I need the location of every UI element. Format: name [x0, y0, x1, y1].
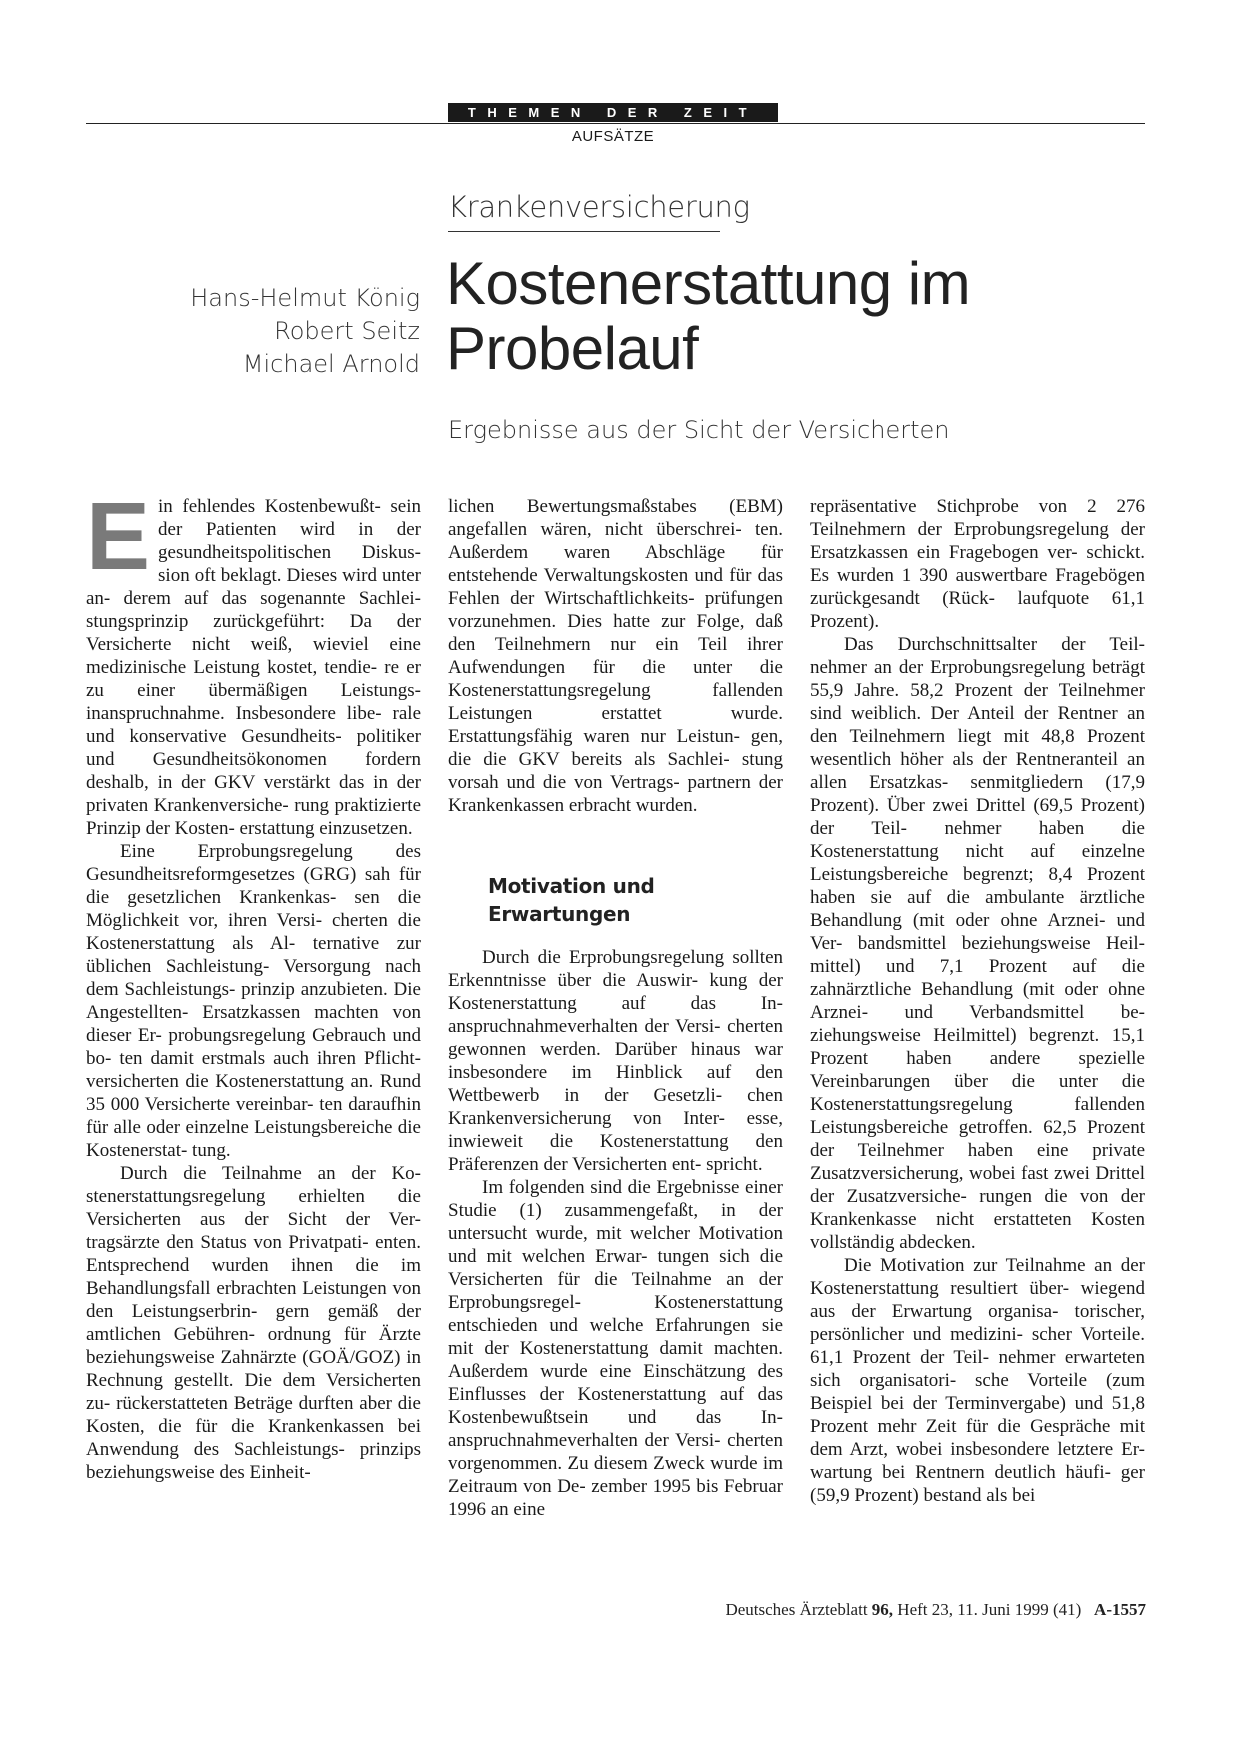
section-tag: THEMEN DER ZEIT [448, 103, 778, 122]
body-paragraph: Eine Erprobungsregelung des Gesundheitsreformgesetzes (GRG) sah für die gesetzlichen Krankenkas- sen die Möglichkeit vor, ihren Versi- cherten die Kostenerstattung als Al- ternative zur üblichen Sachleistung- Versorgung nach dem Sachleistungs- prinzip anzubieten. Die Angestellten- Ersatzkassen machten von dieser Er- probungsregelung Gebrauch und bo- ten damit erstmals auch ihren Pflicht- versicherten die Kostenerstattung an. Rund 35 000 Versicherte vereinbar- ten daraufhin für alle oder einzelne Leistungsbereiche die Kostenerstat- tung. [86, 841, 421, 1161]
article-title-line-1: Kostenerstattung im [446, 250, 971, 317]
journal-volume: 96, [871, 1600, 894, 1619]
drop-cap: E [86, 483, 151, 590]
header-rule [86, 123, 1145, 124]
paragraph-text: in fehlendes Kostenbewußt- sein der Patienten wird in der gesundheitspolitischen Diskus- sion oft beklagt. Dieses wird unter an- derem auf das sogenannte Sachlei- stungsprinzip zurückgeführt: Da der Versicherte nicht weiß, wieviel eine medizinische Leistung kostet, tendie- re er zu einer übermäßigen Leistungs- inanspruchnahme. Insbesondere libe- rale und konservative Gesundheits- politiker und Gesundheitsökonomen fordern deshalb, in der GKV verstärkt das in der privaten Krankenversiche- rung praktizierte Prinzip der Kosten- erstattung einzusetzen. [86, 496, 421, 839]
section-subheading [488, 872, 783, 928]
article-subtitle: Ergebnisse aus der Sicht der Versicherten [448, 416, 950, 444]
page-footer [725, 1600, 1146, 1620]
article-title [446, 251, 970, 381]
subsection-tag: AUFSÄTZE [571, 128, 655, 145]
body-paragraph: Durch die Teilnahme an der Ko- stenerstattungsregelung erhielten die Versicherten aus der Sicht der Ver- tragsärzte den Status von Privatpati- enten. Entsprechend wurden ihnen die im Behandlungsfall erbrachten Leistungen von den Leistungserbrin- gern gemäß der amtlichen Gebühren- ordnung für Ärzte beziehungsweise Zahnärzte (GOÄ/GOZ) in Rechnung gestellt. Die dem Versicherten zu- rückerstatteten Beträge durften aber die Kosten, die für die Krankenkassen bei Anwendung des Sachleistungs- prinzips beziehungsweise des Einheit- [86, 1163, 421, 1483]
body-paragraph: Durch die Erprobungsregelung sollten Erkenntnisse über die Auswir- kung der Kostenerstattung auf das In- anspruchnahmeverhalten der Versi- cherten gewonnen werden. Darüber hinaus war insbesondere im Hinblick auf den Wettbewerb in der Gesetzli- chen Krankenversicherung von Inter- esse, inwieweit die Kostenerstattung den Präferenzen der Versicherten ent- spricht. [448, 947, 783, 1175]
body-column-2 [448, 495, 783, 1521]
issue-date: Heft 23, 11. Juni 1999 (41) [897, 1600, 1082, 1619]
author-name: Hans-Helmut König [190, 284, 420, 312]
kicker-underline [448, 231, 720, 232]
body-column-3 [810, 495, 1145, 1507]
body-paragraph [86, 483, 421, 840]
article-title-line-2: Probelauf [446, 315, 699, 382]
body-column-1 [86, 483, 421, 1484]
article-kicker: Krankenversicherung [448, 190, 750, 224]
subheading-line-2: Erwartungen [488, 902, 631, 926]
body-paragraph: repräsentative Stichprobe von 2 276 Teilnehmern der Erprobungsregelung der Ersatzkassen ein Fragebogen ver- schickt. Es wurden 1 390 auswertbare Fragebögen zurückgesandt (Rück- laufquote 61,1 Prozent). [810, 496, 1145, 632]
subheading-line-1: Motivation und [488, 874, 655, 898]
journal-name: Deutsches Ärzteblatt [725, 1600, 868, 1619]
body-paragraph: Die Motivation zur Teilnahme an der Kostenerstattung resultiert über- wiegend aus der Erwartung organisa- torischer, persönlicher und medizini- scher Vorteile. 61,1 Prozent der Teil- nehmer erwarteten sich organisatori- sche Vorteile (zum Beispiel bei der Terminvergabe) und 51,8 Prozent mehr Zeit für die Gespräche mit dem Arzt, wobei insbesondere letztere Er- wartung bei Rentnern deutlich häufi- ger (59,9 Prozent) bestand als bei [810, 1255, 1145, 1506]
author-name: Robert Seitz [274, 317, 420, 345]
body-paragraph: lichen Bewertungsmaßstabes (EBM) angefallen wären, nicht überschrei- ten. Außerdem waren Abschläge für entstehende Verwaltungskosten und für das Fehlen der Wirtschaftlichkeits- prüfungen vorzunehmen. Dies hatte zur Folge, daß den Teilnehmern nur ein Teil ihrer Aufwendungen für die unter die Kostenerstattungsregelung fallenden Leistungen erstattet wurde. Erstattungsfähig waren nur Leistun- gen, die die GKV bereits als Sachlei- stung vorsah und die von Vertrags- partnern der Krankenkassen erbracht wurden. [448, 496, 783, 816]
author-list [110, 282, 420, 381]
body-paragraph: Im folgenden sind die Ergebnisse einer Studie (1) zusammengefaßt, in der untersucht wurde, mit welcher Motivation und mit welchen Erwar- tungen sich die Versicherten für die Teilnahme an der Erprobungsregel- Kostenerstattung entschieden und welche Erfahrungen sie mit der Kostenerstattung damit machten. Außerdem wurde eine Einschätzung des Einflusses der Kostenerstattung auf das Kostenbewußtsein und das In- anspruchnahmeverhalten der Versi- cherten vorgenommen. Zu diesem Zweck wurde im Zeitraum von De- zember 1995 bis Februar 1996 an eine [448, 1177, 783, 1520]
body-paragraph: Das Durchschnittsalter der Teil- nehmer an der Erprobungsregelung beträgt 55,9 Jahre. 58,2 Prozent der Teilnehmer sind weiblich. Der Anteil der Rentner an den Teilnehmern liegt mit 48,8 Prozent wesentlich höher als der Rentneranteil an allen Ersatzkas- senmitgliedern (17,9 Prozent). Über zwei Drittel (69,5 Prozent) der Teil- nehmer haben die Kostenerstattung nicht auf einzelne Leistungsbereiche begrenzt; 8,4 Prozent haben sie auf die ambulante ärztliche Behandlung (mit oder ohne Arznei- und Ver- bandsmittel beziehungsweise Heil- mittel) und 7,1 Prozent auf die zahnärztliche Behandlung (mit oder ohne Arznei- und Verbandsmittel be- ziehungsweise Heilmittel) begrenzt. 15,1 Prozent haben andere spezielle Vereinbarungen über die unter die Kostenerstattungsregelung fallenden Leistungsbereiche getroffen. 62,5 Prozent der Teilnehmer haben eine private Zusatzversicherung, wobei fast zwei Drittel der Zusatzversiche- rungen die von der Krankenkasse nicht erstatteten Kosten vollständig abdecken. [810, 634, 1145, 1253]
page-number: A-1557 [1094, 1600, 1146, 1619]
author-name: Michael Arnold [242, 350, 420, 378]
